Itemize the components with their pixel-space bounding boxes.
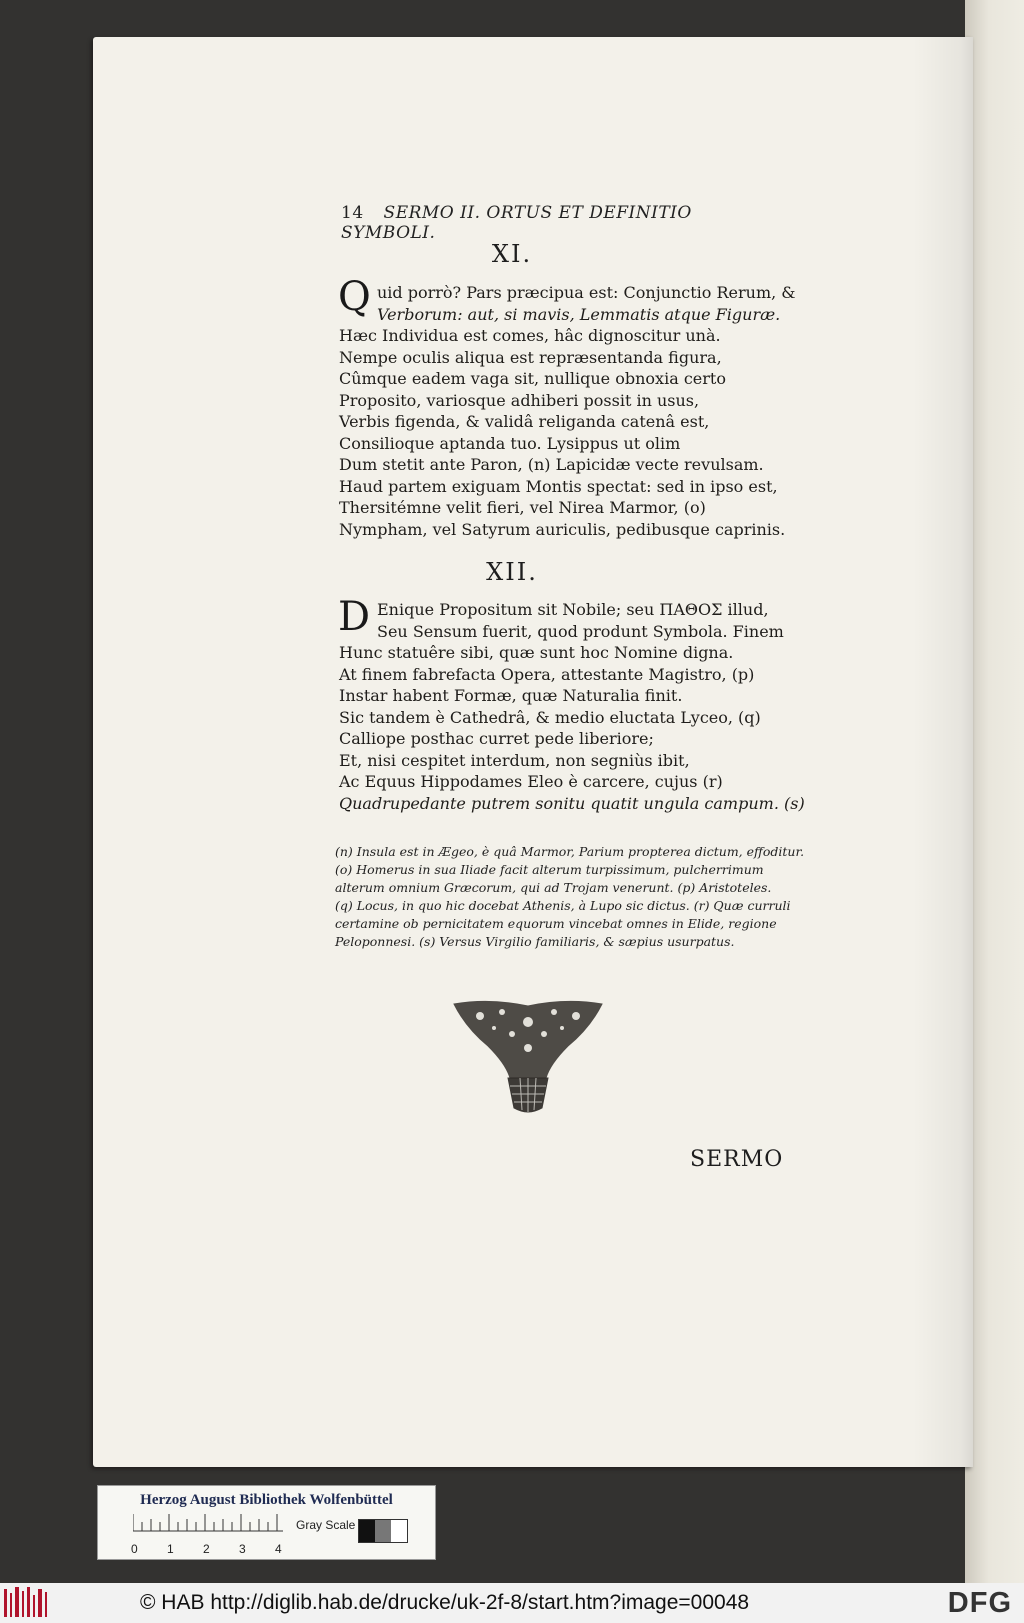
footnote-line: Peloponnesi. (s) Versus Virgilio familiaris, & sæpius usurpatus. (335, 934, 735, 949)
gray-scale-patch (358, 1519, 408, 1543)
flower-basket-ornament (450, 998, 606, 1118)
verse-line: Instar habent Formæ, quæ Naturalia finit. (339, 686, 683, 705)
verse-line: Nympham, vel Satyrum auriculis, pedibusque caprinis. (339, 519, 786, 539)
verse-line: Thersitémne velit fieri, vel Nirea Marmor, (o) (339, 498, 706, 517)
gray-scale-label: Gray Scale (296, 1518, 356, 1532)
drop-cap-q: Q (338, 274, 371, 320)
ruler-number: 4 (275, 1542, 282, 1556)
hab-barcode-icon (4, 1587, 48, 1619)
verse-block-xi (339, 282, 799, 540)
ruler-number: 2 (203, 1542, 210, 1556)
footnote-line: alterum omnium Græcorum, qui ad Trojam venerunt. (p) Aristoteles. (335, 880, 772, 895)
running-head (341, 203, 791, 243)
footnote-line: (n) Insula est in Ægeo, è quâ Marmor, Parium propterea dictum, effoditur. (335, 844, 805, 859)
section-numeral-xii: XII. (486, 558, 538, 586)
verse-line: Quadrupedante putrem sonitu quatit ungula campum. (s) (339, 793, 805, 813)
verse-block-xii (338, 594, 805, 814)
drop-cap-d: D (338, 594, 371, 640)
catchword: SERMO (690, 1147, 784, 1172)
verse-line: uid porrò? Pars præcipua est: Conjunctio Rerum, & (377, 283, 796, 302)
verse-line: Proposito, variosque adhiberi possit in usus, (339, 390, 700, 410)
facing-page-edge (965, 0, 1024, 1583)
footnote-line: (q) Locus, in quo hic docebat Athenis, à Lupo sic dictus. (r) Quæ curruli (335, 898, 791, 913)
verse-line: Et, nisi cespitet interdum, non segniùs ibit, (339, 750, 690, 770)
verse-line: Dum stetit ante Paron, (n) Lapicidæ vecte revulsam. (339, 455, 764, 474)
footnote-line: certamine ob pernicitatem equorum vincebat omnes in Elide, regione (335, 916, 777, 931)
verse-line: At finem fabrefacta Opera, attestante Magistro, (p) (339, 664, 755, 684)
scale-ruler (133, 1514, 283, 1532)
verse-line: Enique Propositum sit Nobile; seu ΠΑΘΟΣ illud, (377, 600, 769, 619)
running-title: SERMO II. ORTUS ET DEFINITIO SYMBOLI. (341, 203, 692, 243)
verse-line: Hæc Individua est comes, hâc dignoscitur unà. (339, 326, 721, 345)
verse-line: Hunc statuêre sibi, quæ sunt hoc Nomine digna. (339, 643, 734, 662)
footnote-line: (o) Homerus in sua Iliade facit alterum turpissimum, pulcherrimum (335, 862, 764, 877)
ruler-number: 3 (239, 1542, 246, 1556)
verse-line: Verborum: aut, si mavis, Lemmatis atque Figuræ. (377, 304, 781, 324)
footnotes (335, 843, 805, 951)
color-target (97, 1485, 436, 1560)
copyright-url[interactable]: © HAB http://diglib.hab.de/drucke/uk-2f-8/start.htm?image=00048 (140, 1591, 750, 1614)
library-name: Herzog August Bibliothek Wolfenbüttel (140, 1492, 393, 1508)
section-numeral-xi: XI. (491, 240, 533, 268)
footer-bar (0, 1583, 1024, 1623)
verse-line: Consilioque aptanda tuo. Lysippus ut olim (339, 433, 681, 453)
verse-line: Sic tandem è Cathedrâ, & medio eluctata Lyceo, (q) (339, 707, 761, 727)
ruler-number: 0 (131, 1542, 138, 1556)
verse-line: Nempe oculis aliqua est repræsentanda figura, (339, 347, 722, 367)
dfg-logo: DFG (947, 1587, 1012, 1619)
verse-line: Seu Sensum fuerit, quod produnt Symbola. Finem (377, 621, 784, 641)
verse-line: Haud partem exiguam Montis spectat: sed in ipso est, (339, 476, 778, 496)
page-number: 14 (341, 203, 364, 223)
verse-line: Ac Equus Hippodames Eleo è carcere, cujus (r) (339, 772, 723, 791)
verse-line: Cûmque eadem vaga sit, nullique obnoxia certo (339, 369, 726, 388)
verse-line: Calliope posthac curret pede liberiore; (339, 729, 654, 748)
verse-line: Verbis figenda, & validâ religanda catenâ est, (339, 412, 710, 431)
ruler-number: 1 (167, 1542, 174, 1556)
